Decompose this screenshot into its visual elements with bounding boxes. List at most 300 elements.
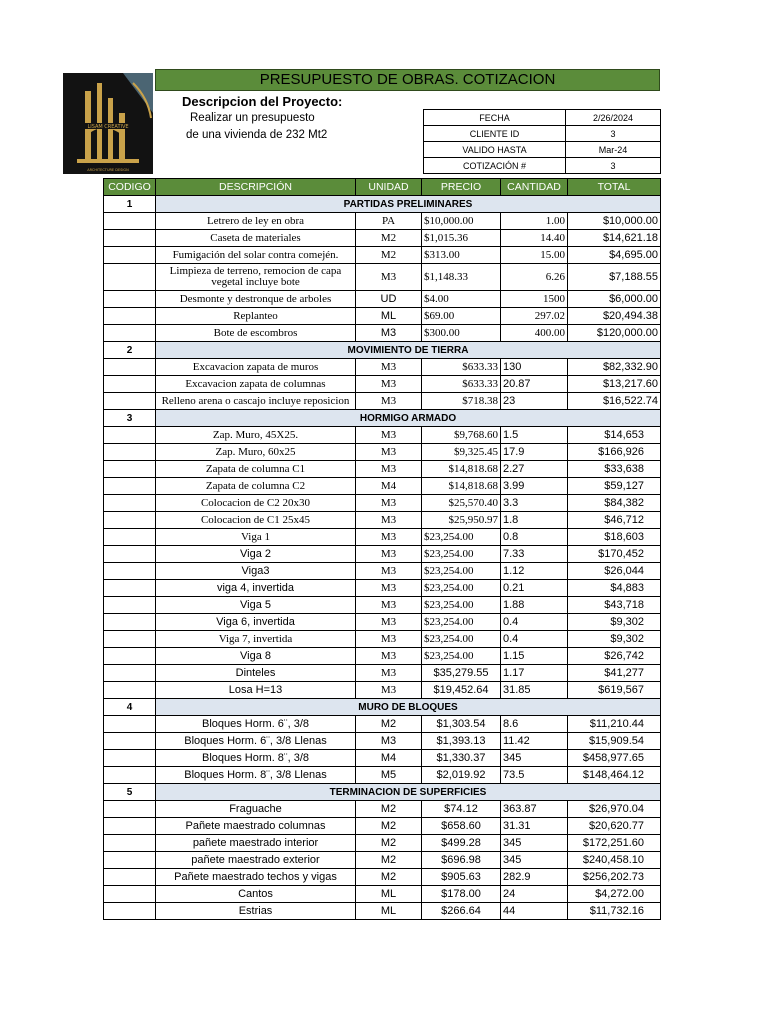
unit-cell: ML: [356, 903, 422, 920]
total-cell: $256,202.73: [568, 869, 661, 886]
section-row: [104, 784, 661, 801]
price-cell: $14,818.68: [422, 478, 501, 495]
unit-cell: M3: [356, 376, 422, 393]
quantity-cell: 130: [501, 359, 568, 376]
total-cell: $16,522.74: [568, 393, 661, 410]
total-cell: $7,188.55: [568, 264, 661, 291]
price-cell: $499.28: [422, 835, 501, 852]
price-cell: $69.00: [422, 308, 501, 325]
price-cell: $1,393.13: [422, 733, 501, 750]
description-cell: Zap. Muro, 45X25.: [156, 427, 356, 444]
code-cell: [104, 478, 156, 495]
table-row: [104, 291, 661, 308]
header-cantidad: CANTIDAD: [501, 179, 568, 196]
table-row: [104, 529, 661, 546]
code-cell: [104, 529, 156, 546]
total-cell: $82,332.90: [568, 359, 661, 376]
logo-text-top: LISAM CREATIVE: [87, 124, 129, 130]
header-precio: PRECIO: [422, 179, 501, 196]
quantity-cell: 3.99: [501, 478, 568, 495]
unit-cell: M2: [356, 869, 422, 886]
table-row: [104, 682, 661, 699]
description-cell: Fumigación del solar contra comején.: [156, 247, 356, 264]
section-name: PARTIDAS PRELIMINARES: [156, 196, 661, 213]
description-cell: pañete maestrado interior: [156, 835, 356, 852]
unit-cell: M3: [356, 563, 422, 580]
table-row: [104, 478, 661, 495]
table-row: [104, 716, 661, 733]
description-cell: Colocacion de C1 25x45: [156, 512, 356, 529]
total-cell: $120,000.00: [568, 325, 661, 342]
description-cell: Dinteles: [156, 665, 356, 682]
description-cell: Zapata de columna C2: [156, 478, 356, 495]
unit-cell: M3: [356, 393, 422, 410]
price-cell: $23,254.00: [422, 631, 501, 648]
code-cell: [104, 213, 156, 230]
table-row: [104, 325, 661, 342]
info-row-cotizacion: [424, 158, 661, 174]
unit-cell: UD: [356, 291, 422, 308]
price-cell: $9,325.45: [422, 444, 501, 461]
code-cell: [104, 886, 156, 903]
unit-cell: M3: [356, 631, 422, 648]
valido-value: Mar-24: [566, 142, 661, 158]
price-cell: $1,330.37: [422, 750, 501, 767]
price-cell: $23,254.00: [422, 563, 501, 580]
price-cell: $23,254.00: [422, 597, 501, 614]
total-cell: $13,217.60: [568, 376, 661, 393]
code-cell: [104, 461, 156, 478]
code-cell: [104, 325, 156, 342]
code-cell: [104, 546, 156, 563]
quantity-cell: 297.02: [501, 308, 568, 325]
price-cell: $9,768.60: [422, 427, 501, 444]
unit-cell: M2: [356, 852, 422, 869]
description-cell: Relleno arena o cascajo incluye reposicion: [156, 393, 356, 410]
quantity-cell: 23: [501, 393, 568, 410]
logo-text-bottom: ARCHITECTURE DESIGN: [87, 168, 129, 172]
total-cell: $240,458.10: [568, 852, 661, 869]
table-row: [104, 801, 661, 818]
header-descripcion: DESCRIPCIÓN: [156, 179, 356, 196]
price-cell: $35,279.55: [422, 665, 501, 682]
table-row: [104, 495, 661, 512]
price-cell: $633.33: [422, 376, 501, 393]
unit-cell: M3: [356, 512, 422, 529]
quantity-cell: 11.42: [501, 733, 568, 750]
code-cell: [104, 291, 156, 308]
code-cell: [104, 359, 156, 376]
table-header-row: [104, 179, 661, 196]
price-cell: $313.00: [422, 247, 501, 264]
valido-label: VALIDO HASTA: [424, 142, 566, 158]
fecha-label: FECHA: [424, 110, 566, 126]
code-cell: [104, 648, 156, 665]
table-row: [104, 903, 661, 920]
table-row: [104, 818, 661, 835]
quantity-cell: 1.00: [501, 213, 568, 230]
section-row: [104, 196, 661, 213]
quantity-cell: 2.27: [501, 461, 568, 478]
quantity-cell: 31.31: [501, 818, 568, 835]
description-cell: Excavacion zapata de columnas: [156, 376, 356, 393]
code-cell: [104, 665, 156, 682]
description-line-1: Realizar un presupuesto: [190, 112, 315, 124]
table-row: [104, 886, 661, 903]
table-row: [104, 264, 661, 291]
price-cell: $1,303.54: [422, 716, 501, 733]
table-row: [104, 852, 661, 869]
header-unidad: UNIDAD: [356, 179, 422, 196]
description-cell: Estrias: [156, 903, 356, 920]
cotizacion-label: COTIZACIÓN #: [424, 158, 566, 174]
code-cell: [104, 750, 156, 767]
unit-cell: M4: [356, 750, 422, 767]
price-cell: $178.00: [422, 886, 501, 903]
code-cell: [104, 903, 156, 920]
quantity-cell: 44: [501, 903, 568, 920]
unit-cell: M2: [356, 801, 422, 818]
section-name: MURO DE BLOQUES: [156, 699, 661, 716]
description-cell: Excavacion zapata de muros: [156, 359, 356, 376]
unit-cell: M3: [356, 427, 422, 444]
quantity-cell: 17.9: [501, 444, 568, 461]
unit-cell: M3: [356, 546, 422, 563]
unit-cell: M3: [356, 597, 422, 614]
price-cell: $905.63: [422, 869, 501, 886]
cotizacion-value: 3: [566, 158, 661, 174]
total-cell: $15,909.54: [568, 733, 661, 750]
description-cell: pañete maestrado exterior: [156, 852, 356, 869]
info-row-fecha: [424, 110, 661, 126]
code-cell: [104, 631, 156, 648]
description-cell: Losa H=13: [156, 682, 356, 699]
total-cell: $172,251.60: [568, 835, 661, 852]
price-cell: $658.60: [422, 818, 501, 835]
description-cell: Desmonte y destronque de arboles: [156, 291, 356, 308]
unit-cell: ML: [356, 308, 422, 325]
code-cell: [104, 495, 156, 512]
code-cell: [104, 767, 156, 784]
code-cell: [104, 835, 156, 852]
code-cell: [104, 597, 156, 614]
description-cell: Replanteo: [156, 308, 356, 325]
code-cell: [104, 563, 156, 580]
price-cell: $633.33: [422, 359, 501, 376]
price-cell: $266.64: [422, 903, 501, 920]
section-row: [104, 342, 661, 359]
info-row-cliente: [424, 126, 661, 142]
price-cell: $10,000.00: [422, 213, 501, 230]
quantity-cell: 400.00: [501, 325, 568, 342]
price-cell: $74.12: [422, 801, 501, 818]
section-code: 4: [104, 699, 156, 716]
table-row: [104, 230, 661, 247]
code-cell: [104, 818, 156, 835]
description-cell: viga 4, invertida: [156, 580, 356, 597]
unit-cell: M3: [356, 733, 422, 750]
code-cell: [104, 427, 156, 444]
total-cell: $166,926: [568, 444, 661, 461]
table-row: [104, 427, 661, 444]
unit-cell: M4: [356, 478, 422, 495]
code-cell: [104, 716, 156, 733]
quantity-cell: 1.8: [501, 512, 568, 529]
quantity-cell: 1.5: [501, 427, 568, 444]
code-cell: [104, 801, 156, 818]
section-code: 5: [104, 784, 156, 801]
table-row: [104, 546, 661, 563]
quantity-cell: 1.15: [501, 648, 568, 665]
unit-cell: M2: [356, 835, 422, 852]
quantity-cell: 0.4: [501, 631, 568, 648]
code-cell: [104, 869, 156, 886]
description-cell: Letrero de ley en obra: [156, 213, 356, 230]
unit-cell: M3: [356, 580, 422, 597]
description-cell: Fraguache: [156, 801, 356, 818]
description-cell: Bloques Horm. 6¨, 3/8 Llenas: [156, 733, 356, 750]
total-cell: $458,977.65: [568, 750, 661, 767]
total-cell: $14,621.18: [568, 230, 661, 247]
quantity-cell: 0.8: [501, 529, 568, 546]
price-cell: $4.00: [422, 291, 501, 308]
table-row: [104, 648, 661, 665]
section-row: [104, 410, 661, 427]
unit-cell: M3: [356, 461, 422, 478]
total-cell: $33,638: [568, 461, 661, 478]
section-name: HORMIGO ARMADO: [156, 410, 661, 427]
quantity-cell: 24: [501, 886, 568, 903]
section-name: MOVIMIENTO DE TIERRA: [156, 342, 661, 359]
total-cell: $4,883: [568, 580, 661, 597]
table-row: [104, 308, 661, 325]
code-cell: [104, 614, 156, 631]
total-cell: $10,000.00: [568, 213, 661, 230]
unit-cell: M3: [356, 495, 422, 512]
price-cell: $19,452.64: [422, 682, 501, 699]
quantity-cell: 8.6: [501, 716, 568, 733]
description-cell: Limpieza de terreno, remocion de capa vegetal incluye bote: [156, 264, 356, 291]
code-cell: [104, 393, 156, 410]
total-cell: $6,000.00: [568, 291, 661, 308]
unit-cell: M3: [356, 648, 422, 665]
description-cell: Caseta de materiales: [156, 230, 356, 247]
section-code: 1: [104, 196, 156, 213]
total-cell: $4,272.00: [568, 886, 661, 903]
code-cell: [104, 308, 156, 325]
total-cell: $26,044: [568, 563, 661, 580]
quantity-cell: 20.87: [501, 376, 568, 393]
unit-cell: M3: [356, 264, 422, 291]
unit-cell: M3: [356, 529, 422, 546]
description-cell: Colocacion de C2 20x30: [156, 495, 356, 512]
table-row: [104, 512, 661, 529]
table-row: [104, 580, 661, 597]
price-cell: $25,570.40: [422, 495, 501, 512]
table-row: [104, 614, 661, 631]
price-cell: $23,254.00: [422, 648, 501, 665]
description-cell: Viga3: [156, 563, 356, 580]
quantity-cell: 282.9: [501, 869, 568, 886]
code-cell: [104, 580, 156, 597]
quantity-cell: 15.00: [501, 247, 568, 264]
unit-cell: M2: [356, 818, 422, 835]
description-cell: Viga 5: [156, 597, 356, 614]
description-cell: Bloques Horm. 8¨, 3/8: [156, 750, 356, 767]
total-cell: $11,210.44: [568, 716, 661, 733]
description-cell: Viga 6, invertida: [156, 614, 356, 631]
section-code: 3: [104, 410, 156, 427]
budget-table: [103, 178, 661, 920]
code-cell: [104, 264, 156, 291]
price-cell: $696.98: [422, 852, 501, 869]
description-line-2: de una vivienda de 232 Mt2: [186, 129, 328, 141]
header-codigo: CODIGO: [104, 179, 156, 196]
table-row: [104, 359, 661, 376]
unit-cell: M2: [356, 247, 422, 264]
description-cell: Viga 2: [156, 546, 356, 563]
price-cell: $23,254.00: [422, 580, 501, 597]
quantity-cell: 1500: [501, 291, 568, 308]
price-cell: $718.38: [422, 393, 501, 410]
table-row: [104, 461, 661, 478]
quantity-cell: 345: [501, 750, 568, 767]
description-cell: Bote de escombros: [156, 325, 356, 342]
total-cell: $20,620.77: [568, 818, 661, 835]
table-row: [104, 376, 661, 393]
description-cell: Bloques Horm. 8¨, 3/8 Llenas: [156, 767, 356, 784]
total-cell: $26,970.04: [568, 801, 661, 818]
total-cell: $84,382: [568, 495, 661, 512]
table-row: [104, 767, 661, 784]
total-cell: $9,302: [568, 631, 661, 648]
description-cell: Zapata de columna C1: [156, 461, 356, 478]
code-cell: [104, 682, 156, 699]
header-total: TOTAL: [568, 179, 661, 196]
company-logo: [63, 73, 153, 174]
unit-cell: M3: [356, 325, 422, 342]
table-row: [104, 835, 661, 852]
price-cell: $2,019.92: [422, 767, 501, 784]
section-name: TERMINACION DE SUPERFICIES: [156, 784, 661, 801]
table-row: [104, 444, 661, 461]
description-cell: Viga 7, invertida: [156, 631, 356, 648]
total-cell: $18,603: [568, 529, 661, 546]
code-cell: [104, 376, 156, 393]
info-row-valido: [424, 142, 661, 158]
total-cell: $14,653: [568, 427, 661, 444]
code-cell: [104, 852, 156, 869]
unit-cell: M5: [356, 767, 422, 784]
table-row: [104, 665, 661, 682]
table-row: [104, 869, 661, 886]
code-cell: [104, 733, 156, 750]
description-cell: Bloques Horm. 6¨, 3/8: [156, 716, 356, 733]
description-cell: Zap. Muro, 60x25: [156, 444, 356, 461]
quantity-cell: 345: [501, 835, 568, 852]
quantity-cell: 14.40: [501, 230, 568, 247]
quote-info-table: [423, 109, 661, 174]
table-row: [104, 631, 661, 648]
quantity-cell: 1.12: [501, 563, 568, 580]
table-row: [104, 213, 661, 230]
price-cell: $25,950.97: [422, 512, 501, 529]
description-cell: Pañete maestrado techos y vigas: [156, 869, 356, 886]
total-cell: $170,452: [568, 546, 661, 563]
unit-cell: PA: [356, 213, 422, 230]
table-row: [104, 393, 661, 410]
unit-cell: M3: [356, 359, 422, 376]
total-cell: $26,742: [568, 648, 661, 665]
total-cell: $46,712: [568, 512, 661, 529]
total-cell: $59,127: [568, 478, 661, 495]
quantity-cell: 31.85: [501, 682, 568, 699]
unit-cell: M3: [356, 614, 422, 631]
cliente-label: CLIENTE ID: [424, 126, 566, 142]
quantity-cell: 1.17: [501, 665, 568, 682]
table-row: [104, 247, 661, 264]
quantity-cell: 7.33: [501, 546, 568, 563]
description-cell: Viga 8: [156, 648, 356, 665]
price-cell: $23,254.00: [422, 614, 501, 631]
price-cell: $14,818.68: [422, 461, 501, 478]
description-cell: Pañete maestrado columnas: [156, 818, 356, 835]
total-cell: $43,718: [568, 597, 661, 614]
table-row: [104, 597, 661, 614]
total-cell: $11,732.16: [568, 903, 661, 920]
unit-cell: ML: [356, 886, 422, 903]
quantity-cell: 345: [501, 852, 568, 869]
section-row: [104, 699, 661, 716]
cliente-value: 3: [566, 126, 661, 142]
quantity-cell: 0.21: [501, 580, 568, 597]
code-cell: [104, 230, 156, 247]
price-cell: $23,254.00: [422, 529, 501, 546]
quantity-cell: 6.26: [501, 264, 568, 291]
price-cell: $23,254.00: [422, 546, 501, 563]
table-row: [104, 733, 661, 750]
total-cell: $20,494.38: [568, 308, 661, 325]
description-cell: Cantos: [156, 886, 356, 903]
code-cell: [104, 444, 156, 461]
total-cell: $4,695.00: [568, 247, 661, 264]
table-row: [104, 750, 661, 767]
unit-cell: M3: [356, 665, 422, 682]
description-cell: Viga 1: [156, 529, 356, 546]
table-row: [104, 563, 661, 580]
unit-cell: M3: [356, 444, 422, 461]
code-cell: [104, 247, 156, 264]
price-cell: $1,148.33: [422, 264, 501, 291]
fecha-value: 2/26/2024: [566, 110, 661, 126]
unit-cell: M2: [356, 716, 422, 733]
price-cell: $300.00: [422, 325, 501, 342]
price-cell: $1,015.36: [422, 230, 501, 247]
quantity-cell: 0.4: [501, 614, 568, 631]
quantity-cell: 73.5: [501, 767, 568, 784]
description-heading: Descripcion del Proyecto:: [182, 94, 343, 109]
quantity-cell: 363.87: [501, 801, 568, 818]
document-title: PRESUPUESTO DE OBRAS. COTIZACION: [155, 69, 660, 91]
code-cell: [104, 512, 156, 529]
total-cell: $41,277: [568, 665, 661, 682]
quantity-cell: 1.88: [501, 597, 568, 614]
unit-cell: M2: [356, 230, 422, 247]
total-cell: $619,567: [568, 682, 661, 699]
quantity-cell: 3.3: [501, 495, 568, 512]
section-code: 2: [104, 342, 156, 359]
unit-cell: M3: [356, 682, 422, 699]
